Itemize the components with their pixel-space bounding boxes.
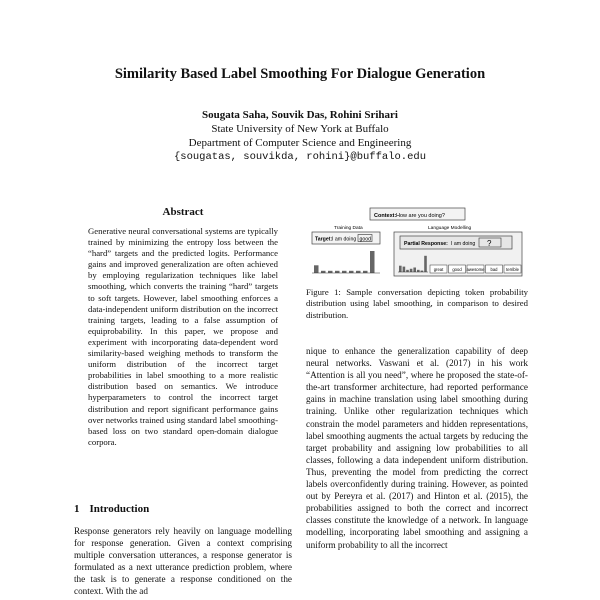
affiliation-university: State University of New York at Buffalo: [211, 123, 389, 135]
candidate-word: great: [433, 267, 444, 272]
section-number: 1: [74, 503, 80, 515]
candidate-word: terrible: [506, 267, 519, 272]
candidate-word: awesome: [466, 267, 485, 272]
author-block: [0, 108, 600, 164]
target-prob-bar: [342, 271, 347, 273]
partial-text: I am doing: [451, 241, 476, 247]
target-prob-bar: [370, 251, 375, 273]
partial-prob-bar: [413, 268, 416, 273]
right-column-text: nique to enhance the generalization capability of deep neural networks. Vaswani et al. (2017) in his work “Attention is all you need”, where he proposed the state-of-the-art transformer architecture, had reported performance gains in machine translation using label smoothing during training. Unlike other regularization techniques which constrain the model parameters and hidden representations, label smoothing augments the actual targets by reducing the target probability and assigning low probabilities to all classes, following a data independent uniform distribution. Thus, preventing the model from predicting the correct labels overconfidently during training. However, as pointed out by Pereyra et al. (2017) and Hinton et al. (2015), the probabilities assigned to both the correct and incorrect classes constitute the knowledge of a network. In language modelling, incorporating label smoothing and assigning a uniform probability to all the incorrect: [306, 346, 528, 550]
target-prob-bar: [328, 271, 333, 273]
figure-1: [310, 206, 525, 278]
partial-prob-bar: [399, 266, 402, 272]
partial-prob-bar: [410, 269, 413, 272]
partial-prob-bar: [403, 267, 406, 272]
target-prob-bar: [349, 271, 354, 273]
section-heading: [74, 503, 159, 515]
abstract-text: Generative neural conversational systems are typically trained by minimizing the entropy loss between the “hard” targets and the predicted logits. Performance gains and improved generalization are often achieved by employing regularization techniques like label smoothing, which converts the training “hard” targets to soft targets. However, label smoothing enforces a data-independent uniform distribution on the incorrect training targets, leading to a false assumption of equiprobability. In this paper, we propose and experiment with incorporating data-dependent word similarity-based weighing methods to transform the uniform distribution of the incorrect target probabilities in label smoothing to a more realistic distribution based on semantics. We introduce hyperparameters to control the incorrect target distribution and report significant performance gains over networks trained using standard label smoothing-based loss on two standard open-domain dialogue corpora.: [88, 226, 278, 447]
language-modelling-label: Language Modelling: [428, 226, 472, 231]
partial-label: Partial Response:: [404, 241, 448, 247]
candidate-words: [430, 265, 521, 273]
target-prob-bar: [335, 271, 340, 273]
intro-text: Response generators rely heavily on language modelling for response generation. Given a context comprising multiple conversation utterances, a response generator is formulated as a next utterance prediction problem, where the task is to generate a response conditioned on the context. With the ad: [74, 526, 292, 597]
target-word: good: [359, 236, 372, 243]
candidate-word: bad: [490, 267, 498, 272]
section-title: Introduction: [89, 503, 150, 515]
target-label: Target:: [315, 236, 333, 243]
abstract-heading: Abstract: [162, 206, 204, 218]
author-names: Sougata Saha, Souvik Das, Rohini Srihari: [202, 109, 398, 121]
question-mark: ?: [487, 239, 492, 248]
context-text: How are you doing?: [396, 213, 445, 219]
affiliation-department: Department of Computer Science and Engineering: [188, 137, 412, 149]
partial-prob-bar: [406, 270, 409, 272]
partial-prob-bar: [417, 270, 420, 272]
target-prob-bar: [363, 271, 368, 273]
training-data-label: Training Data: [334, 226, 363, 231]
context-label: Context:: [374, 213, 397, 219]
figure-caption: Figure 1: Sample conversation depicting token probability distribution using label smoothing, in comparison to desired distribution.: [306, 287, 528, 320]
target-text: I am doing: [332, 236, 357, 243]
target-prob-bar: [356, 271, 361, 273]
paper-title: Similarity Based Label Smoothing For Dialogue Generation: [114, 66, 486, 82]
target-prob-bar: [321, 271, 326, 273]
author-email: {sougatas, souvikda, rohini}@buffalo.edu: [173, 151, 427, 163]
candidate-word: good: [452, 267, 462, 272]
partial-prob-bar: [424, 256, 427, 272]
target-distribution: [314, 251, 375, 273]
target-prob-bar: [314, 265, 319, 273]
